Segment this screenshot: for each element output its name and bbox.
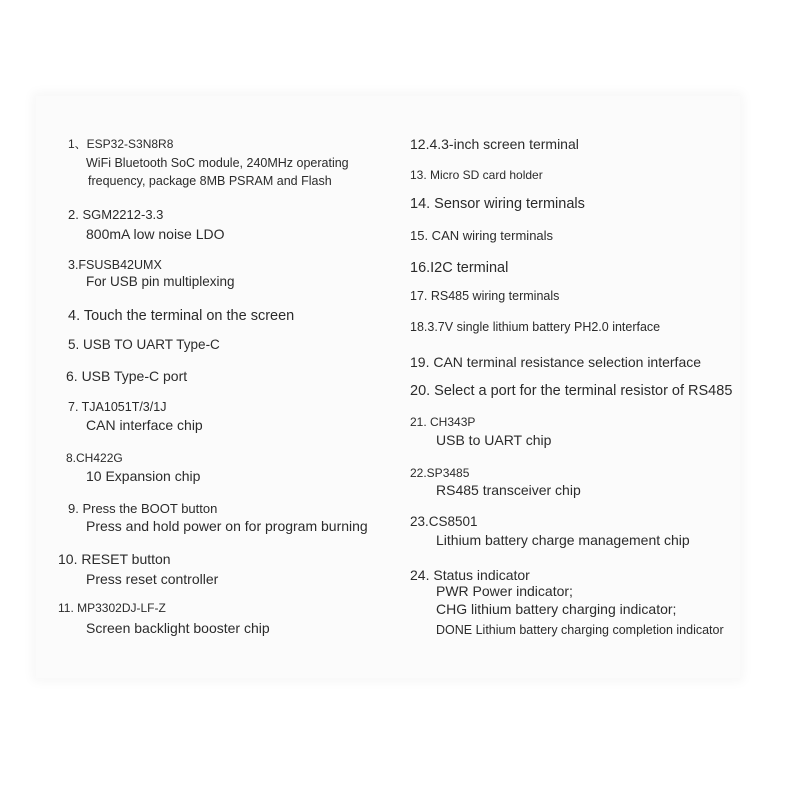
- item-12-title: 12.4.3-inch screen terminal: [410, 136, 579, 152]
- item-7-desc-line-1: CAN interface chip: [86, 417, 203, 433]
- item-2-title: 2. SGM2212-3.3: [68, 207, 164, 222]
- item-2-desc-line-1: 800mA low noise LDO: [86, 226, 225, 242]
- item-22-desc-line-1: RS485 transceiver chip: [436, 482, 581, 498]
- item-1-desc-line-1: WiFi Bluetooth SoC module, 240MHz operating: [86, 156, 349, 170]
- item-21-title: 21. CH343P: [410, 415, 476, 429]
- item-18-title: 18.3.7V single lithium battery PH2.0 interface: [410, 320, 661, 334]
- item-7-title: 7. TJA1051T/3/1J: [68, 400, 167, 414]
- item-15-title: 15. CAN wiring terminals: [410, 228, 554, 243]
- item-23-desc-line-1: Lithium battery charge management chip: [436, 532, 690, 548]
- item-24-desc-line-1: PWR Power indicator;: [436, 583, 573, 599]
- item-21-desc-line-1: USB to UART chip: [436, 432, 552, 448]
- item-10-desc-line-1: Press reset controller: [86, 571, 219, 587]
- item-8-title: 8.CH422G: [66, 451, 123, 465]
- item-22-title: 22.SP3485: [410, 466, 470, 480]
- item-9-title: 9. Press the BOOT button: [68, 501, 218, 516]
- item-19-title: 19. CAN terminal resistance selection interface: [410, 354, 702, 370]
- item-10-title: 10. RESET button: [58, 551, 171, 567]
- item-11-title: 11. MP3302DJ-LF-Z: [58, 601, 166, 615]
- item-9-desc-line-1: Press and hold power on for program burning: [86, 518, 368, 534]
- item-17-title: 17. RS485 wiring terminals: [410, 289, 560, 303]
- item-13-title: 13. Micro SD card holder: [410, 168, 543, 182]
- item-5-title: 5. USB TO UART Type-C: [68, 337, 220, 352]
- item-6-title: 6. USB Type-C port: [66, 368, 188, 384]
- item-16-title: 16.I2C terminal: [410, 260, 509, 276]
- item-24-title: 24. Status indicator: [410, 567, 530, 583]
- item-4-title: 4. Touch the terminal on the screen: [68, 308, 295, 324]
- item-24-desc-line-3: DONE Lithium battery charging completion indicator: [436, 623, 724, 637]
- item-14-title: 14. Sensor wiring terminals: [410, 196, 585, 212]
- item-23-title: 23.CS8501: [410, 514, 478, 529]
- item-1-title: 1、ESP32-S3N8R8: [68, 137, 174, 151]
- item-11-desc-line-1: Screen backlight booster chip: [86, 620, 270, 636]
- item-24-desc-line-2: CHG lithium battery charging indicator;: [436, 601, 677, 617]
- item-20-title: 20. Select a port for the terminal resistor of RS485: [410, 383, 733, 399]
- item-3-title: 3.FSUSB42UMX: [68, 258, 162, 272]
- item-8-desc-line-1: 10 Expansion chip: [86, 468, 201, 484]
- item-1-desc-line-2: frequency, package 8MB PSRAM and Flash: [88, 174, 332, 188]
- item-3-desc-line-1: For USB pin multiplexing: [86, 274, 235, 289]
